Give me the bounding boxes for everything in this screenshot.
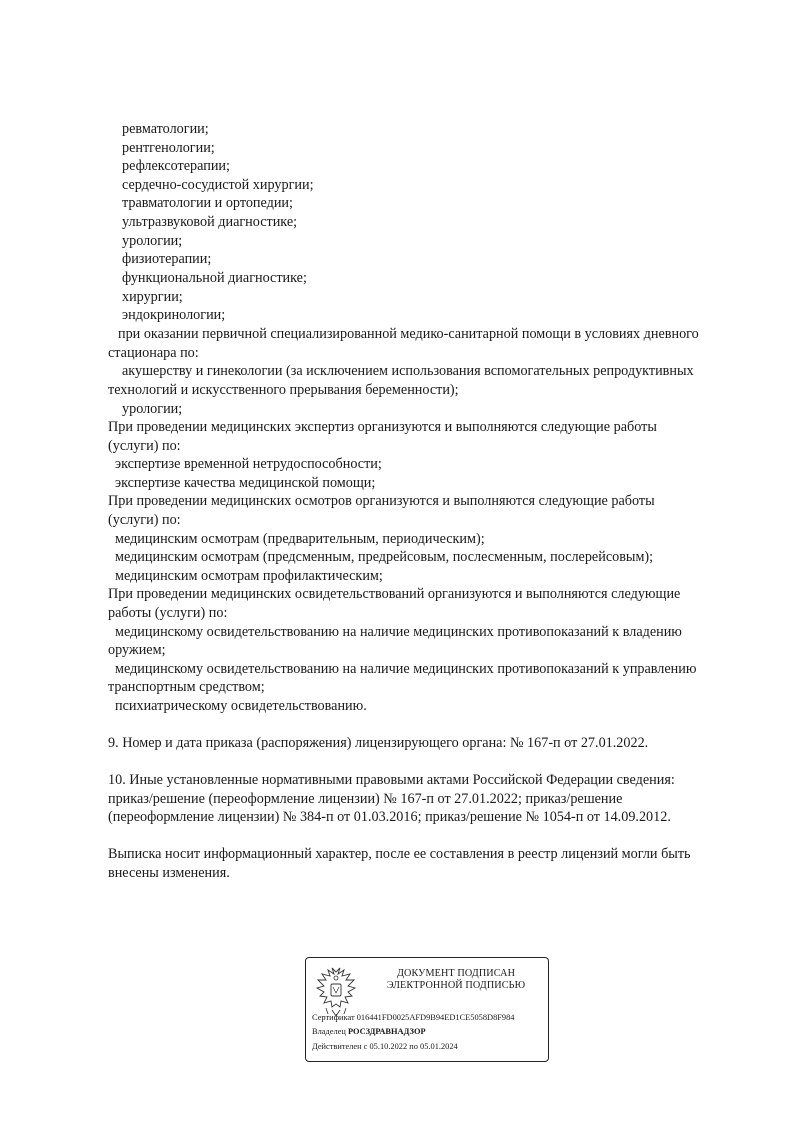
certifications-intro-cont: работы (услуги) по: bbox=[108, 605, 228, 621]
list-item: медицинским осмотрам (предварительным, периодическим); bbox=[115, 531, 485, 547]
list-item: урологии; bbox=[122, 401, 183, 417]
day-hospital-intro-cont: стационара по: bbox=[108, 345, 199, 361]
list-item: травматологии и ортопедии; bbox=[122, 195, 293, 211]
list-item: медицинскому освидетельствованию на наличие медицинских противопоказаний к управлению bbox=[115, 661, 697, 677]
list-item: экспертизе временной нетрудоспособности; bbox=[115, 456, 382, 472]
list-item: медицинскому освидетельствованию на наличие медицинских противопоказаний к владению bbox=[115, 624, 682, 640]
expertise-intro-cont: (услуги) по: bbox=[108, 438, 181, 454]
list-item: сердечно-сосудистой хирургии; bbox=[122, 177, 314, 193]
list-item: эндокринологии; bbox=[122, 307, 226, 323]
owner-line: Владелец РОСЗДРАВНАДЗОР bbox=[312, 1027, 426, 1036]
list-item: экспертизе качества медицинской помощи; bbox=[115, 475, 376, 491]
examinations-intro: При проведении медицинских осмотров организуются и выполняются следующие работы bbox=[108, 493, 655, 509]
section-10-cont: приказ/решение (переоформление лицензии) № 167-п от 27.01.2022; приказ/решение bbox=[108, 791, 623, 807]
coat-of-arms-icon bbox=[314, 966, 358, 1018]
validity-line: Действителен с 05.10.2022 по 05.01.2024 bbox=[312, 1042, 458, 1051]
electronic-signature-stamp bbox=[305, 957, 549, 1062]
list-item: медицинским осмотрам (предсменным, предрейсовым, послесменным, послерейсовым); bbox=[115, 549, 654, 565]
list-item: хирургии; bbox=[122, 289, 183, 305]
info-note: Выписка носит информационный характер, после ее составления в реестр лицензий могли быть bbox=[108, 846, 691, 862]
list-item: рефлексотерапии; bbox=[122, 158, 230, 174]
section-10-cont: (переоформление лицензии) № 384-п от 01.03.2016; приказ/решение № 1054-п от 14.09.2012. bbox=[108, 809, 671, 825]
info-note-cont: внесены изменения. bbox=[108, 865, 230, 881]
list-item: урологии; bbox=[122, 233, 183, 249]
signature-title: ДОКУМЕНТ ПОДПИСАН ЭЛЕКТРОННОЙ ПОДПИСЬЮ bbox=[386, 968, 526, 991]
list-item: функциональной диагностике; bbox=[122, 270, 307, 286]
list-item-cont: оружием; bbox=[108, 642, 166, 658]
list-item: медицинским осмотрам профилактическим; bbox=[115, 568, 383, 584]
list-item: ревматологии; bbox=[122, 121, 209, 137]
list-item: акушерству и гинекологии (за исключением использования вспомогательных репродуктивных bbox=[122, 363, 694, 379]
day-hospital-intro: при оказании первичной специализированной медико-санитарной помощи в условиях дневного bbox=[118, 326, 699, 342]
list-item: психиатрическому освидетельствованию. bbox=[115, 698, 367, 714]
section-10: 10. Иные установленные нормативными правовыми актами Российской Федерации сведения: bbox=[108, 772, 675, 788]
examinations-intro-cont: (услуги) по: bbox=[108, 512, 181, 528]
expertise-intro: При проведении медицинских экспертиз организуются и выполняются следующие работы bbox=[108, 419, 657, 435]
list-item: физиотерапии; bbox=[122, 251, 212, 267]
certificate-line: Сертификат 016441FD0025AFD9B94ED1CE5058D8F984 bbox=[312, 1013, 515, 1022]
list-item: ультразвуковой диагностике; bbox=[122, 214, 298, 230]
list-item-cont: технологий и искусственного прерывания беременности); bbox=[108, 382, 459, 398]
list-item-cont: транспортным средством; bbox=[108, 679, 265, 695]
certifications-intro: При проведении медицинских освидетельствований организуются и выполняются следующие bbox=[108, 586, 681, 602]
section-9: 9. Номер и дата приказа (распоряжения) лицензирующего органа: № 167-п от 27.01.2022. bbox=[108, 735, 649, 751]
list-item: рентгенологии; bbox=[122, 140, 215, 156]
